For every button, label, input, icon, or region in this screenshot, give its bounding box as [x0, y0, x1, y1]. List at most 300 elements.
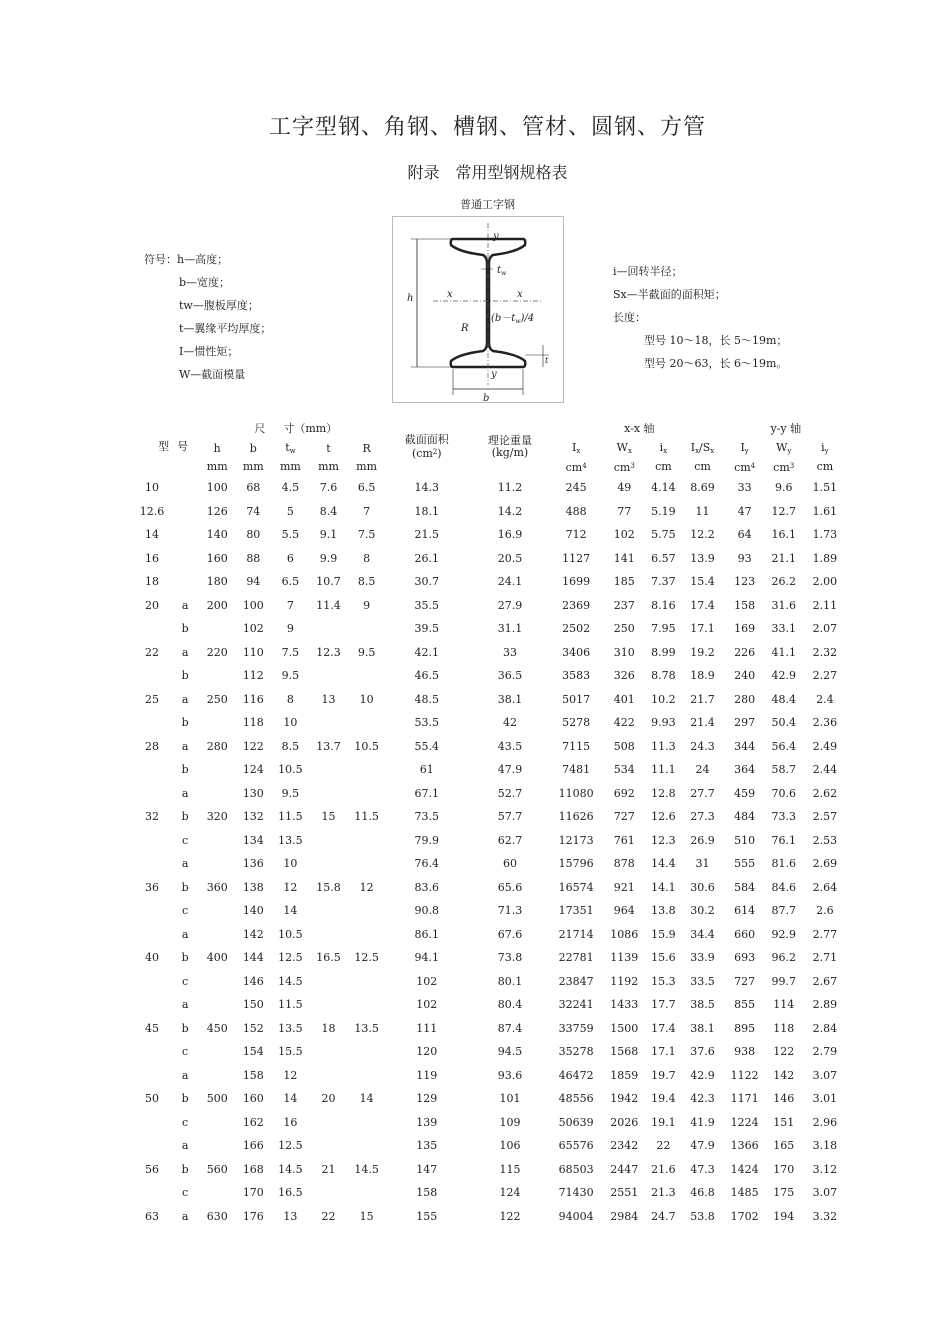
cell-ix-inertia: 2369 [562, 598, 591, 612]
cell-variant [171, 570, 199, 594]
cell-ix-sx: 21.4 [690, 716, 715, 730]
cell-h: 320 [206, 810, 228, 824]
cell-wx: 2026 [610, 1115, 639, 1129]
cell-area: 14.3 [414, 481, 440, 495]
cell-r [348, 970, 386, 994]
cell-tw: 4.5 [281, 481, 300, 495]
cell-r [348, 899, 386, 923]
cell-t: 10.7 [316, 575, 341, 589]
cell-tw: 10 [283, 857, 298, 871]
cell-wy: 31.6 [771, 598, 796, 612]
cell-weight: 109 [499, 1115, 521, 1129]
cell-ix-sx: 17.4 [690, 598, 715, 612]
cell-h: 200 [206, 598, 228, 612]
cell-b: 94 [246, 575, 261, 589]
cell-t: 15 [321, 810, 336, 824]
legend-length-20-63: 型号 20～63，长 6～19m。 [644, 357, 788, 370]
cell-ix-inertia: 46472 [558, 1068, 594, 1082]
cell-r: 10 [359, 692, 374, 706]
cell-weight: 101 [499, 1092, 521, 1106]
cell-h [199, 664, 235, 688]
cell-ix-sx: 27.7 [690, 786, 715, 800]
table-row [133, 570, 845, 594]
cell-tw: 8 [286, 692, 294, 706]
cell-tw: 12 [283, 1068, 298, 1082]
cell-weight: 65.6 [497, 880, 523, 894]
cell-t: 13.7 [316, 739, 341, 753]
cell-ix-sx: 17.1 [690, 622, 715, 636]
cell-r: 10.5 [354, 739, 379, 753]
cell-ix-sx: 33.9 [690, 951, 715, 965]
cell-model: 56 [145, 1162, 160, 1176]
cell-r: 11.5 [354, 810, 379, 824]
cell-ix-radius: 21.3 [651, 1186, 676, 1200]
cell-ix-radius: 12.8 [651, 786, 676, 800]
cell-variant [171, 547, 199, 571]
cell-iy-inertia: 93 [737, 551, 752, 565]
cell-t: 9.1 [319, 528, 338, 542]
cell-area: 129 [416, 1092, 438, 1106]
cell-wx: 326 [613, 669, 635, 683]
cell-wx: 1859 [610, 1068, 639, 1082]
cell-wy: 114 [773, 998, 795, 1012]
cell-h: 180 [206, 575, 228, 589]
diagram-label-x-left: x [447, 289, 453, 300]
cell-t [309, 617, 347, 641]
cell-h [199, 1111, 235, 1135]
cell-tw: 14 [283, 904, 298, 918]
cell-h [199, 1040, 235, 1064]
cell-wy: 142 [773, 1068, 795, 1082]
cell-wy: 87.7 [771, 904, 796, 918]
unit-t: mm [318, 460, 339, 473]
cell-tw: 9.5 [281, 669, 300, 683]
cell-ix-radius: 17.1 [651, 1045, 676, 1059]
diagram-label-y-bottom: y [491, 369, 497, 380]
cell-r: 12 [359, 880, 374, 894]
page-subtitle: 附录 常用型钢规格表 [407, 163, 568, 182]
cell-wy: 70.6 [771, 786, 796, 800]
cell-tw: 14 [283, 1092, 298, 1106]
unit-b: mm [242, 460, 264, 473]
cell-t [309, 829, 347, 853]
cell-variant: b [181, 1092, 189, 1106]
cell-model [133, 993, 171, 1017]
cell-model [133, 1181, 171, 1205]
figure-caption: 普通工字钢 [460, 198, 515, 211]
cell-h [199, 852, 235, 876]
cell-weight: 52.7 [497, 786, 523, 800]
cell-t: 21 [321, 1162, 336, 1176]
cell-r: 13.5 [354, 1021, 379, 1035]
cell-wx: 77 [617, 504, 632, 518]
cell-ix-inertia: 15796 [558, 857, 594, 871]
cell-weight: 36.5 [497, 669, 523, 683]
cell-ix-radius: 19.4 [651, 1092, 676, 1106]
cell-iy-inertia: 1702 [730, 1209, 759, 1223]
cell-model [133, 1134, 171, 1158]
cell-ix-radius: 7.37 [651, 575, 676, 589]
cell-ix-inertia: 3406 [562, 645, 591, 659]
cell-ix-sx: 33.5 [690, 974, 715, 988]
cell-area: 61 [419, 763, 434, 777]
cell-iy-radius: 2.36 [812, 716, 838, 730]
unit-ix-inertia: $cm^4$ [565, 461, 587, 474]
cell-ix-sx: 30.6 [690, 880, 715, 894]
cell-model: 25 [145, 692, 160, 706]
legend-length: 长度： [613, 311, 646, 324]
cell-model [133, 1040, 171, 1064]
header-wx: $W_x$ [616, 440, 632, 455]
cell-wy: 175 [773, 1186, 795, 1200]
cell-h [199, 923, 235, 947]
cell-ix-inertia: 11626 [558, 810, 594, 824]
cell-tw: 11.5 [278, 810, 303, 824]
cell-ix-inertia: 2502 [562, 622, 591, 636]
table-row [133, 805, 845, 829]
header-h: h [213, 442, 221, 455]
cell-area: 21.5 [414, 528, 440, 542]
cell-r [348, 829, 386, 853]
cell-wy: 122 [773, 1045, 795, 1059]
cell-iy-radius: 2.49 [812, 739, 838, 753]
cell-ix-sx: 24 [695, 763, 710, 777]
cell-wx: 878 [613, 857, 635, 871]
cell-wx: 2984 [610, 1209, 639, 1223]
cell-r: 7 [363, 504, 371, 518]
cell-variant: c [182, 833, 189, 847]
table-row [133, 641, 845, 665]
cell-variant [171, 500, 199, 524]
header-model-a: 型 [158, 440, 170, 453]
unit-iy-inertia: $cm^4$ [734, 461, 756, 474]
cell-r: 15 [359, 1209, 374, 1223]
cell-t [309, 923, 347, 947]
cell-b: 116 [242, 692, 264, 706]
cell-area: 79.9 [414, 833, 440, 847]
cell-r [348, 1181, 386, 1205]
cell-h [199, 1134, 235, 1158]
table-row [133, 993, 845, 1017]
cell-iy-radius: 2.27 [812, 669, 838, 683]
cell-t: 15.8 [316, 880, 341, 894]
cell-t: 7.6 [319, 481, 338, 495]
cell-weight: 42 [502, 716, 517, 730]
table-row [133, 1111, 845, 1135]
header-area-unit: $(cm^2)$ [411, 447, 442, 460]
cell-h: 140 [206, 528, 228, 542]
cell-r [348, 852, 386, 876]
cell-h: 280 [206, 739, 228, 753]
cell-ix-radius: 7.95 [651, 622, 676, 636]
cell-model: 14 [145, 528, 160, 542]
cell-variant: a [181, 692, 189, 706]
cell-iy-inertia: 1366 [730, 1139, 759, 1153]
legend-i: I—惯性矩； [179, 345, 239, 358]
cell-wy: 170 [773, 1162, 795, 1176]
cell-wx: 2447 [610, 1162, 639, 1176]
cell-b: 142 [242, 927, 264, 941]
cell-ix-inertia: 5278 [562, 716, 591, 730]
cell-r [348, 664, 386, 688]
table-row [133, 688, 845, 712]
cell-area: 53.5 [414, 716, 440, 730]
cell-wy: 48.4 [771, 692, 796, 706]
cell-wy: 194 [773, 1209, 795, 1223]
cell-variant: a [181, 786, 189, 800]
cell-t: 13 [321, 692, 336, 706]
cell-t: 9.9 [319, 551, 338, 565]
cell-ix-radius: 24.7 [651, 1209, 676, 1223]
cell-t [309, 1181, 347, 1205]
table-row [133, 970, 845, 994]
cell-tw: 6 [286, 551, 294, 565]
cell-wx: 237 [613, 598, 635, 612]
legend-tw: tw—腹板厚度； [179, 299, 259, 312]
cell-iy-inertia: 297 [734, 716, 756, 730]
cell-wy: 50.4 [771, 716, 796, 730]
cell-r: 6.5 [357, 481, 376, 495]
cell-weight: 60 [502, 857, 517, 871]
cell-ix-sx: 46.8 [690, 1186, 715, 1200]
cell-iy-inertia: 280 [734, 692, 756, 706]
cell-wy: 16.1 [771, 528, 796, 542]
unit-r: mm [356, 460, 378, 473]
cell-tw: 6.5 [281, 575, 300, 589]
cell-t [309, 993, 347, 1017]
cell-tw: 10 [283, 716, 298, 730]
legend-b: b—宽度； [179, 276, 231, 289]
cell-ix-radius: 8.99 [651, 645, 676, 659]
cell-ix-radius: 21.6 [651, 1162, 676, 1176]
cell-t: 12.3 [316, 645, 341, 659]
table-body [133, 476, 845, 1228]
header-model-b: 号 [177, 440, 189, 453]
i-beam-spec-table [133, 418, 845, 1228]
cell-r [348, 1134, 386, 1158]
cell-iy-radius: 1.89 [812, 551, 838, 565]
cell-b: 102 [242, 622, 264, 636]
cell-wx: 141 [613, 551, 635, 565]
cell-wy: 81.6 [771, 857, 796, 871]
cell-wy: 96.2 [771, 951, 796, 965]
table-row [133, 664, 845, 688]
header-t: t [326, 442, 331, 455]
cell-ix-radius: 5.19 [651, 504, 676, 518]
cell-ix-radius: 9.93 [651, 716, 676, 730]
cell-model: 22 [145, 645, 160, 659]
cell-wy: 9.6 [774, 481, 793, 495]
cell-wx: 1942 [610, 1092, 639, 1106]
cell-model [133, 782, 171, 806]
cell-variant: a [181, 739, 189, 753]
cell-variant: c [182, 974, 189, 988]
cell-ix-sx: 34.4 [690, 927, 715, 941]
cell-ix-inertia: 32241 [558, 998, 594, 1012]
cell-h [199, 758, 235, 782]
cell-variant: b [181, 622, 189, 636]
cell-area: 102 [416, 998, 438, 1012]
cell-t: 11.4 [316, 598, 341, 612]
cell-iy-inertia: 1424 [730, 1162, 759, 1176]
cell-r: 9.5 [357, 645, 376, 659]
cell-iy-inertia: 344 [734, 739, 756, 753]
cell-h: 250 [206, 692, 228, 706]
cell-iy-inertia: 158 [734, 598, 756, 612]
cell-iy-inertia: 727 [734, 974, 756, 988]
cell-weight: 20.5 [497, 551, 523, 565]
cell-wx: 185 [613, 575, 635, 589]
cell-t: 18 [321, 1021, 336, 1035]
cell-area: 120 [416, 1045, 438, 1059]
cell-wy: 58.7 [771, 763, 796, 777]
cell-t [309, 664, 347, 688]
diagram-label-x-right: x [517, 289, 523, 300]
cell-h: 360 [206, 880, 228, 894]
cell-model [133, 711, 171, 735]
header-yy-axis: y-y 轴 [770, 422, 802, 435]
cell-variant: b [181, 1021, 189, 1035]
cell-weight: 57.7 [497, 810, 523, 824]
cell-iy-radius: 2.62 [812, 786, 838, 800]
cell-wy: 151 [773, 1115, 795, 1129]
cell-iy-inertia: 693 [734, 951, 756, 965]
cell-model: 12.6 [139, 504, 165, 518]
cell-r [348, 993, 386, 1017]
cell-r: 8.5 [357, 575, 376, 589]
cell-t [309, 1134, 347, 1158]
cell-ix-sx: 27.3 [690, 810, 715, 824]
unit-ix-radius: cm [655, 460, 672, 473]
cell-b: 136 [242, 857, 264, 871]
cell-iy-radius: 2.53 [812, 833, 838, 847]
cell-b: 152 [242, 1021, 264, 1035]
cell-wx: 921 [613, 880, 635, 894]
cell-ix-sx: 38.5 [690, 998, 715, 1012]
cell-ix-radius: 10.2 [651, 692, 676, 706]
cell-tw: 10.5 [278, 763, 303, 777]
table-row [133, 1017, 845, 1041]
cell-ix-inertia: 7481 [562, 763, 591, 777]
cell-wx: 2342 [610, 1139, 639, 1153]
cell-b: 160 [242, 1092, 264, 1106]
diagram-label-bt: $(b-t_w)/4$ [491, 313, 535, 325]
cell-h [199, 711, 235, 735]
cell-iy-radius: 2.00 [812, 575, 838, 589]
cell-h: 560 [206, 1162, 228, 1176]
cell-r: 14 [359, 1092, 374, 1106]
cell-variant: a [181, 998, 189, 1012]
table-row [133, 1040, 845, 1064]
header-dims-a: 尺 [254, 422, 266, 435]
cell-b: 158 [242, 1068, 264, 1082]
cell-ix-inertia: 71430 [558, 1186, 594, 1200]
cell-h: 400 [206, 951, 228, 965]
cell-tw: 7.5 [281, 645, 300, 659]
cell-iy-inertia: 484 [734, 810, 756, 824]
cell-iy-inertia: 123 [734, 575, 756, 589]
cell-tw: 10.5 [278, 927, 303, 941]
cell-ix-inertia: 5017 [562, 692, 591, 706]
legend-w: W—截面模量 [179, 368, 246, 381]
cell-r: 8 [363, 551, 371, 565]
cell-ix-sx: 37.6 [690, 1045, 715, 1059]
cell-b: 74 [246, 504, 261, 518]
cell-ix-inertia: 245 [565, 481, 587, 495]
cell-weight: 71.3 [497, 904, 523, 918]
table-row [133, 1134, 845, 1158]
cell-model [133, 1064, 171, 1088]
cell-h: 450 [206, 1021, 228, 1035]
cell-tw: 8.5 [281, 739, 300, 753]
cell-iy-inertia: 855 [734, 998, 756, 1012]
cell-ix-inertia: 1699 [562, 575, 591, 589]
cell-iy-radius: 3.18 [812, 1139, 838, 1153]
cell-wy: 165 [773, 1139, 795, 1153]
cell-weight: 24.1 [497, 575, 523, 589]
cell-h [199, 617, 235, 641]
cell-variant [171, 523, 199, 547]
cell-wx: 250 [613, 622, 635, 636]
cell-iy-inertia: 364 [734, 763, 756, 777]
cell-area: 94.1 [414, 951, 440, 965]
cell-ix-radius: 15.9 [651, 927, 676, 941]
cell-b: 80 [246, 528, 261, 542]
cell-wx: 761 [613, 833, 635, 847]
cell-wx: 1192 [610, 974, 639, 988]
cell-iy-radius: 3.32 [812, 1209, 838, 1223]
cell-ix-sx: 13.9 [690, 551, 715, 565]
cell-ix-sx: 30.2 [690, 904, 715, 918]
table-row [133, 711, 845, 735]
cell-wy: 73.3 [771, 810, 796, 824]
diagram-label-tw: $t_w$ [497, 265, 507, 277]
cell-ix-sx: 15.4 [690, 575, 715, 589]
cell-weight: 47.9 [497, 763, 523, 777]
cell-wx: 310 [613, 645, 635, 659]
cell-model: 63 [145, 1209, 160, 1223]
diagram-label-h: h [407, 293, 414, 304]
cell-tw: 9.5 [281, 786, 300, 800]
table-row [133, 899, 845, 923]
cell-iy-radius: 2.67 [812, 974, 838, 988]
unit-h: mm [206, 460, 228, 473]
cell-b: 166 [242, 1139, 264, 1153]
cell-tw: 12 [283, 880, 298, 894]
cell-iy-inertia: 226 [734, 645, 756, 659]
cell-h [199, 829, 235, 853]
cell-tw: 11.5 [278, 998, 303, 1012]
cell-iy-inertia: 584 [734, 880, 756, 894]
cell-variant: a [181, 1139, 189, 1153]
cell-model: 18 [145, 575, 160, 589]
cell-variant: b [181, 951, 189, 965]
cell-ix-inertia: 23847 [558, 974, 594, 988]
cell-iy-inertia: 895 [734, 1021, 756, 1035]
cell-ix-radius: 8.78 [651, 669, 676, 683]
cell-model: 10 [145, 481, 160, 495]
cell-b: 150 [242, 998, 264, 1012]
header-tw: $t_w$ [285, 440, 296, 455]
header-area-label: 截面面积 [404, 433, 449, 446]
cell-model [133, 829, 171, 853]
table-row [133, 1064, 845, 1088]
cell-b: 122 [242, 739, 264, 753]
cell-tw: 14.5 [278, 1162, 303, 1176]
cell-ix-radius: 11.3 [651, 739, 676, 753]
cell-weight: 115 [499, 1162, 521, 1176]
cell-variant: b [181, 763, 189, 777]
